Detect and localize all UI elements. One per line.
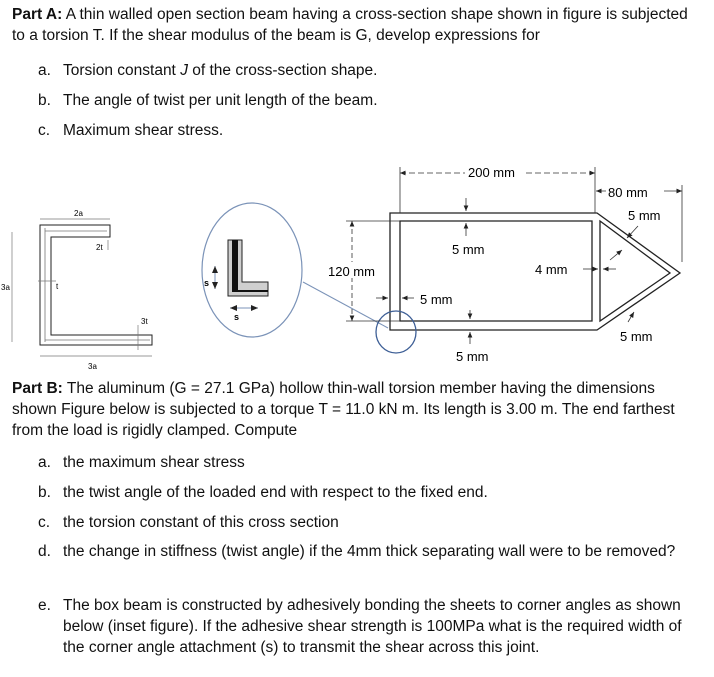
dim-divider: 4 mm: [535, 262, 568, 277]
list-marker: b.: [38, 92, 51, 109]
part-b-item-b: b. the twist angle of the loaded end with respect to the fixed end.: [38, 484, 488, 501]
dim-nose-skin-top: 5 mm: [628, 208, 661, 223]
part-b-item-a: a. the maximum shear stress: [38, 454, 245, 471]
list-marker: d.: [38, 543, 51, 560]
channel-section: [1, 209, 152, 371]
dim-bottom-wall: 5 mm: [456, 349, 489, 364]
label-3a-height: 3a: [1, 283, 10, 292]
part-a-item-b: b. The angle of twist per unit length of the beam.: [38, 92, 378, 109]
label-2t: 2t: [96, 243, 103, 252]
part-a-intro: A thin walled open section beam having a cross-section shape shown in figure is subjected to a torsion T. If the shear modulus of the beam is G, develop expressions for: [12, 6, 688, 44]
part-b-item-e: e. The box beam is constructed by adhesively bonding the sheets to corner angles as shown below (inset figure). If the adhesive shear strength is 100MPa what is the required width of the corner angle attachment (s) to transmit the shear across this joint.: [38, 597, 682, 656]
part-b-label: Part B:: [12, 380, 63, 397]
label-2a: 2a: [74, 209, 83, 218]
part-a-label: Part A:: [12, 6, 63, 23]
label-3t: 3t: [141, 317, 148, 326]
dim-nose-skin-bottom: 5 mm: [620, 329, 653, 344]
dim-width: 200 mm: [468, 165, 515, 180]
dim-nose-length: 80 mm: [608, 185, 648, 200]
part-b-intro: The aluminum (G = 27.1 GPa) hollow thin-wall torsion member having the dimensions shown Figure below is subjected to a torque T = 11.0 kN m. Its length is 3.00 m. The end farthest from the load is rigidly clamped. Compute: [12, 380, 675, 439]
list-marker: b.: [38, 484, 51, 501]
list-marker: a.: [38, 454, 51, 471]
label-s-vertical: s: [204, 278, 210, 288]
label-t: t: [56, 282, 59, 291]
dim-top-wall: 5 mm: [452, 242, 485, 257]
list-marker: c.: [38, 122, 51, 139]
part-a-item-c: c. Maximum shear stress.: [38, 122, 224, 139]
part-b-item-c: c. the torsion constant of this cross section: [38, 514, 339, 531]
list-marker: e.: [38, 597, 51, 614]
part-b-paragraph: [12, 378, 702, 441]
part-b-item-d: d. the change in stiffness (twist angle) if the 4mm thick separating wall were to be removed?: [38, 543, 676, 560]
label-s-horizontal: s: [234, 312, 240, 322]
label-3a-width: 3a: [88, 362, 97, 371]
part-a-item-a: a. Torsion constant J of the cross-section shape.: [38, 62, 378, 79]
list-marker: a.: [38, 62, 51, 79]
list-marker: c.: [38, 514, 51, 531]
dim-height: 120 mm: [328, 264, 375, 279]
dim-left-wall: 5 mm: [420, 292, 453, 307]
